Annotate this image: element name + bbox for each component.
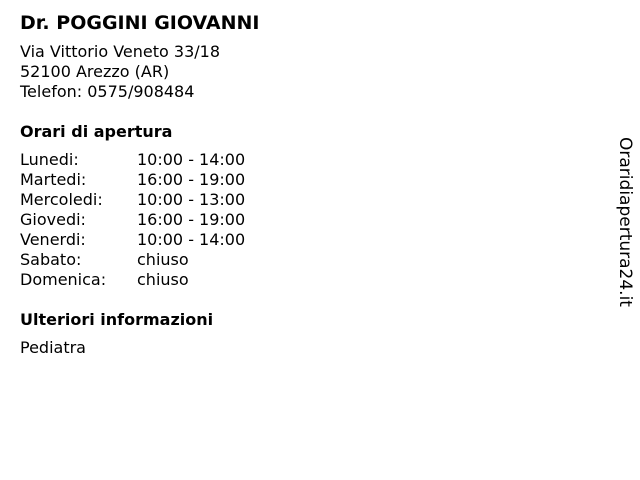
time-value: chiuso	[137, 250, 189, 269]
day-label: Venerdi:	[20, 230, 86, 249]
day-label: Domenica:	[20, 270, 107, 289]
day-label: Sabato:	[20, 250, 82, 269]
hours-row-saturday	[20, 250, 580, 270]
time-value: 16:00 - 19:00	[137, 210, 246, 229]
time-value: 10:00 - 14:00	[137, 150, 246, 169]
street-address: Via Vittorio Veneto 33/18	[20, 42, 220, 61]
time-value: 16:00 - 19:00	[137, 170, 246, 189]
day-label: Lunedi:	[20, 150, 79, 169]
hours-row-sunday	[20, 270, 580, 290]
brand-watermark: Oraridiapertura24.it	[615, 137, 635, 307]
day-label: Giovedi:	[20, 210, 86, 229]
doctor-name: Dr. POGGINI GIOVANNI	[20, 12, 260, 34]
time-value: chiuso	[137, 270, 189, 289]
time-value: 10:00 - 13:00	[137, 190, 246, 209]
day-label: Mercoledi:	[20, 190, 103, 209]
further-info-heading: Ulteriori informazioni	[20, 310, 214, 329]
hours-row-monday	[20, 150, 580, 170]
phone-number: Telefon: 0575/908484	[20, 82, 195, 101]
opening-hours-table	[20, 150, 580, 290]
opening-hours-heading: Orari di apertura	[20, 122, 173, 141]
hours-row-wednesday	[20, 190, 580, 210]
business-card	[20, 10, 580, 358]
hours-row-tuesday	[20, 170, 580, 190]
city-address: 52100 Arezzo (AR)	[20, 62, 170, 81]
further-info-text: Pediatra	[20, 338, 86, 357]
day-label: Martedi:	[20, 170, 87, 189]
address-block	[20, 42, 580, 102]
hours-row-friday	[20, 230, 580, 250]
time-value: 10:00 - 14:00	[137, 230, 246, 249]
hours-row-thursday	[20, 210, 580, 230]
